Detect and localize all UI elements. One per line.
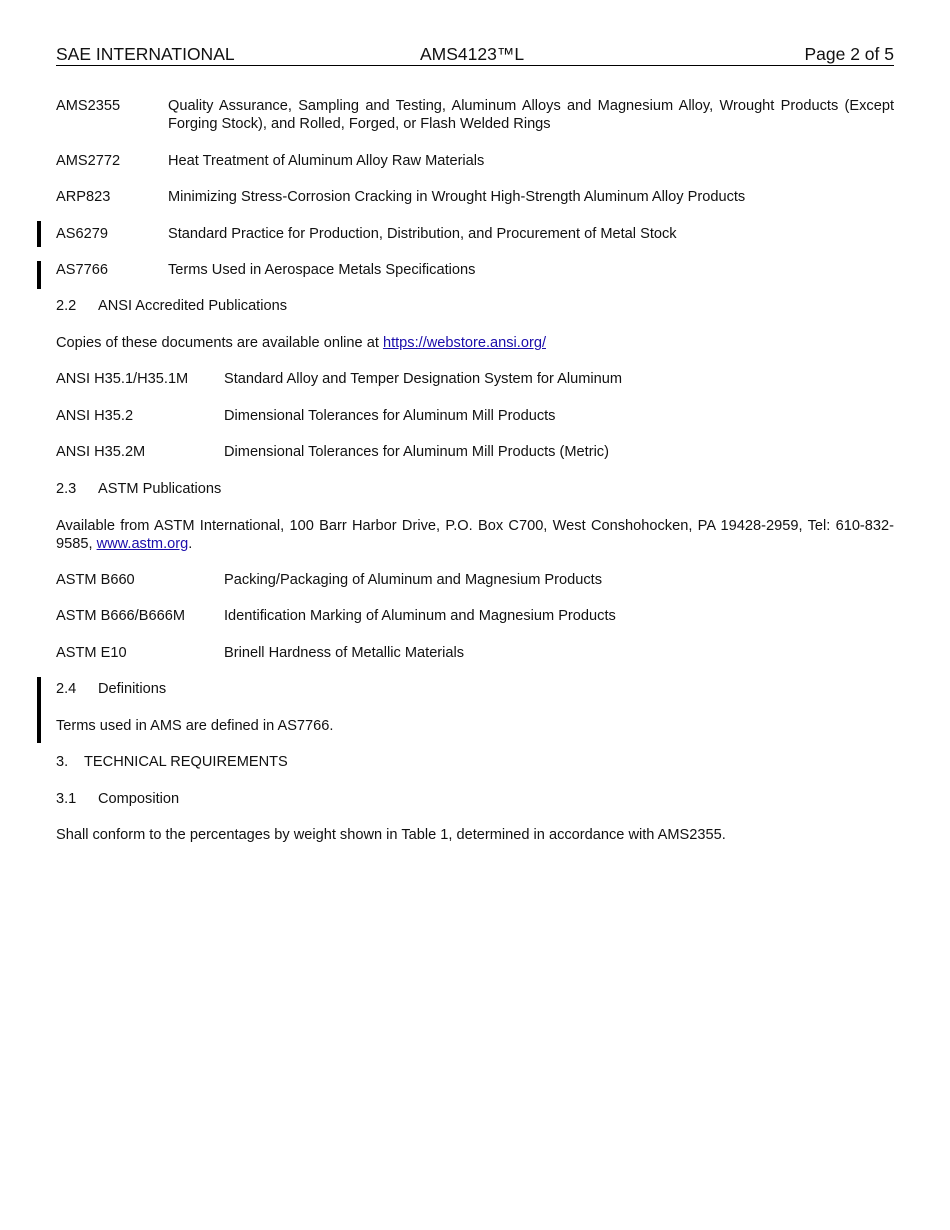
page-header <box>56 44 894 66</box>
reference-title: Dimensional Tolerances for Aluminum Mill Products <box>224 408 556 424</box>
composition-paragraph: Shall conform to the percentages by weight shown in Table 1, determined in accordance with AMS2355. <box>56 827 726 843</box>
reference-title: Standard Practice for Production, Distribution, and Procurement of Metal Stock <box>168 226 677 242</box>
definitions-paragraph: Terms used in AMS are defined in AS7766. <box>56 718 334 734</box>
astm-website-link[interactable]: www.astm.org <box>96 536 189 552</box>
reference-code: ANSI H35.2 <box>56 408 134 424</box>
astm-intro-text: Available from ASTM International, 100 Barr Harbor Drive, P.O. Box C700, West Conshohocken, PA 19428-2959, Tel: 610-832-9585, <box>56 518 894 552</box>
section-number: 2.3 <box>56 481 77 497</box>
astm-intro-suffix: . <box>188 536 193 552</box>
reference-code: ANSI H35.1/H35.1M <box>56 371 189 387</box>
header-document-number: AMS4123™L <box>420 44 525 64</box>
reference-title: Identification Marking of Aluminum and Magnesium Products <box>224 608 616 624</box>
reference-code: ANSI H35.2M <box>56 444 146 460</box>
reference-code: AS7766 <box>56 262 108 278</box>
reference-title: Quality Assurance, Sampling and Testing, Aluminum Alloys and Magnesium Alloy, Wrought Products (Except Forging Stock), and Rolled, Forged, or Flash Welded Rings <box>168 98 894 132</box>
section-title: Composition <box>98 791 180 807</box>
revision-change-bar <box>37 221 41 247</box>
reference-title: Standard Alloy and Temper Designation System for Aluminum <box>224 371 623 387</box>
reference-title: Brinell Hardness of Metallic Materials <box>224 645 465 661</box>
section-title: ASTM Publications <box>98 481 222 497</box>
ansi-intro-text: Copies of these documents are available online at <box>56 335 383 351</box>
section-title: ANSI Accredited Publications <box>98 298 288 314</box>
reference-title: Minimizing Stress-Corrosion Cracking in Wrought High-Strength Aluminum Alloy Products <box>168 189 746 205</box>
reference-code: AMS2355 <box>56 98 121 114</box>
section-number: 3.1 <box>56 791 77 807</box>
reference-code: ASTM B666/B666M <box>56 608 185 624</box>
ansi-webstore-link[interactable]: https://webstore.ansi.org/ <box>382 335 546 351</box>
reference-code: AMS2772 <box>56 153 121 169</box>
reference-code: ASTM E10 <box>56 645 127 661</box>
section-number: 2.4 <box>56 681 77 697</box>
reference-title: Packing/Packaging of Aluminum and Magnesium Products <box>224 572 603 588</box>
ansi-intro-paragraph <box>56 334 546 352</box>
astm-intro-paragraph <box>56 517 894 553</box>
reference-code: AS6279 <box>56 226 108 242</box>
reference-code: ARP823 <box>56 189 111 205</box>
reference-title: Heat Treatment of Aluminum Alloy Raw Materials <box>168 153 485 169</box>
revision-change-bar <box>37 677 41 743</box>
section-number: 3. <box>56 754 69 770</box>
header-page-number: Page 2 of 5 <box>804 44 894 64</box>
section-title: TECHNICAL REQUIREMENTS <box>84 754 288 770</box>
section-number: 2.2 <box>56 298 77 314</box>
revision-change-bar <box>37 261 41 289</box>
reference-title: Dimensional Tolerances for Aluminum Mill Products (Metric) <box>224 444 609 460</box>
reference-title: Terms Used in Aerospace Metals Specifications <box>168 262 476 278</box>
section-title: Definitions <box>98 681 167 697</box>
reference-code: ASTM B660 <box>56 572 135 588</box>
header-organization: SAE INTERNATIONAL <box>56 44 235 64</box>
